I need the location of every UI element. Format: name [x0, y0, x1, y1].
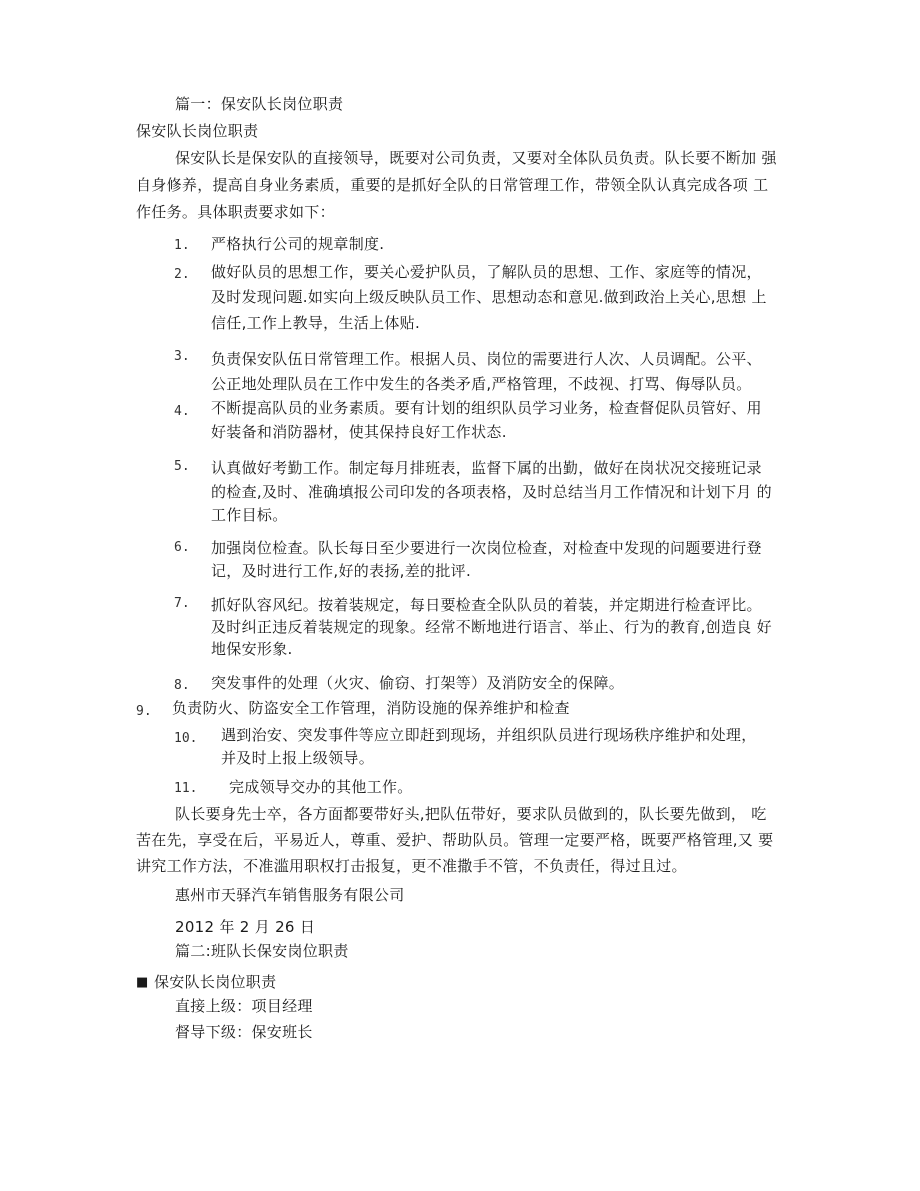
company-name: 惠州市天驿汽车销售服务有限公司 — [175, 886, 405, 904]
item-number: 1. — [174, 238, 190, 253]
item-line: 工作目标。 — [211, 506, 288, 524]
item-line: 记，及时进行工作,好的表扬,差的批评. — [211, 562, 472, 580]
item-number: 4. — [174, 404, 190, 419]
item-line: 并及时上报上级领导。 — [221, 749, 375, 767]
direct-superior: 直接上级：项目经理 — [175, 997, 313, 1015]
item-number: 5. — [174, 459, 190, 474]
heading-part-two: 篇二:班队长保安岗位职责 — [175, 942, 349, 960]
intro-line: 作任务。具体职责要求如下： — [136, 203, 335, 221]
item-line: 及时纠正违反着装规定的现象。经常不断地进行语言、举止、行为的教育,创造良 好 — [211, 618, 772, 636]
item-number: 3. — [174, 349, 190, 364]
intro-line: 自身修养，提高自身业务素质，重要的是抓好全队的日常管理工作，带领全队认真完成各项 工 — [136, 176, 769, 194]
square-bullet-icon: ■ — [136, 975, 149, 990]
item-line: 突发事件的处理（火灾、偷窃、打架等）及消防安全的保障。 — [211, 674, 625, 692]
subordinate: 督导下级：保安班长 — [175, 1023, 313, 1041]
item-line: 信任,工作上教导，生活上体贴. — [211, 314, 421, 332]
intro-line: 保安队长是保安队的直接领导，既要对公司负责，又要对全体队员负责。队长要不断加 强 — [175, 149, 777, 167]
item-line: 做好队员的思想工作，要关心爱护队员，了解队员的思想、工作、家庭等的情况， — [211, 263, 762, 281]
item-line: 抓好队容风纪。按着装规定，每日要检查全队队员的着装，并定期进行检查评比。 — [211, 596, 762, 614]
item-line: 及时发现问题.如实向上级反映队员工作、思想动态和意见.做到政治上关心,思想 上 — [211, 288, 767, 306]
item-number: 9. — [136, 704, 152, 719]
subtitle: 保安队长岗位职责 — [136, 122, 259, 140]
heading-part-one: 篇一：保安队长岗位职责 — [175, 95, 344, 113]
date: 2012 年 2 月 26 日 — [175, 918, 316, 936]
item-number: 7. — [174, 596, 190, 611]
item-line: 的检查,及时、准确填报公司印发的各项表格，及时总结当月工作情况和计划下月 的 — [211, 483, 772, 501]
item-number: 10. — [174, 731, 198, 746]
item-number: 6. — [174, 540, 190, 555]
item-line: 认真做好考勤工作。制定每月排班表，监督下属的出勤，做好在岗状况交接班记录 — [211, 459, 762, 477]
item-number: 8. — [174, 678, 190, 693]
item-line: 地保安形象. — [211, 640, 293, 658]
closing-line: 苦在先，享受在后，平易近人，尊重、爱护、帮助队员。管理一定要严格，既要严格管理,又 要 — [136, 831, 774, 849]
item-number: 11. — [174, 781, 198, 796]
closing-line: 队长要身先士卒，各方面都要带好头,把队伍带好，要求队员做到的，队长要先做到， 吃 — [175, 805, 767, 823]
item-number: 2. — [174, 267, 190, 282]
item-line: 不断提高队员的业务素质。要有计划的组织队员学习业务，检查督促队员管好、用 — [211, 399, 762, 417]
item-line: 遇到治安、突发事件等应立即赶到现场，并组织队员进行现场秩序维护和处理， — [221, 726, 757, 744]
item-line: 加强岗位检查。队长每日至少要进行一次岗位检查，对检查中发现的问题要进行登 — [211, 539, 762, 557]
closing-line: 讲究工作方法，不准滥用职权打击报复，更不准撒手不管，不负责任，得过且过。 — [136, 857, 687, 875]
item-line: 完成领导交办的其他工作。 — [229, 778, 413, 796]
item-line: 好装备和消防器材，使其保持良好工作状态. — [211, 423, 507, 441]
item-line: 负责保安队伍日常管理工作。根据人员、岗位的需要进行人次、人员调配。公平、 — [211, 350, 762, 368]
item-line: 公正地处理队员在工作中发生的各类矛盾,严格管理，不歧视、打骂、侮辱队员。 — [211, 375, 752, 393]
item-line: 负责防火、防盗安全工作管理，消防设施的保养维护和检查 — [172, 699, 570, 717]
section-title: 保安队长岗位职责 — [154, 973, 277, 991]
item-line: 严格执行公司的规章制度. — [211, 235, 385, 253]
